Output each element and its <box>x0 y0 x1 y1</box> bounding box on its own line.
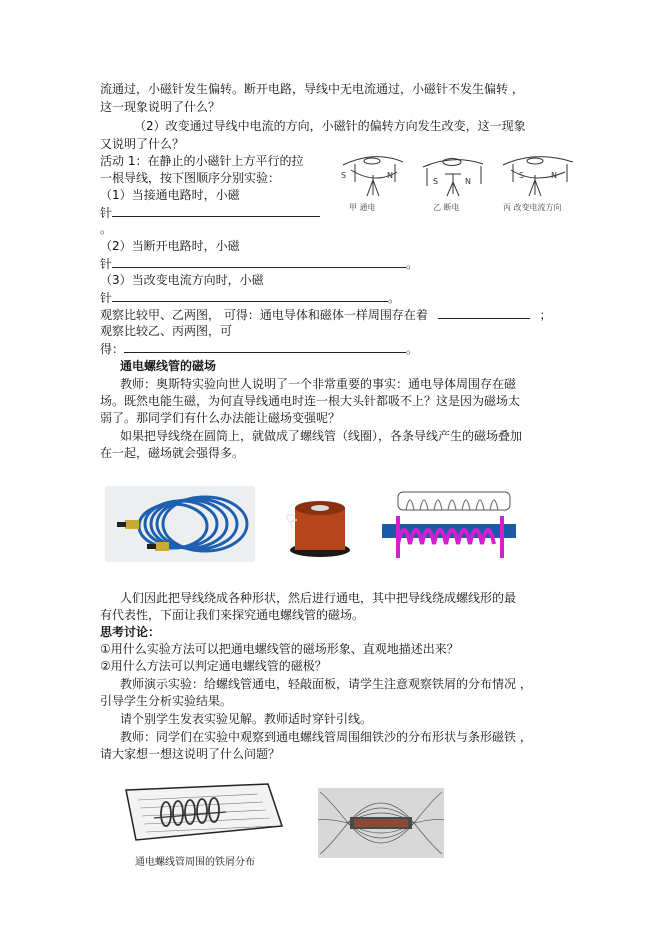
fill-line <box>100 204 320 221</box>
fill-line <box>100 306 552 323</box>
pole-s-label: S <box>433 177 439 186</box>
coil-photo <box>105 486 255 562</box>
panel-label-c: 丙 改变电流方向 <box>503 203 562 212</box>
pole-n-label: N <box>465 177 471 186</box>
text-line: 人们因此把导线绕成各种形状，然后进行通电，其中把导线绕成螺线形的最 <box>120 591 517 605</box>
question-1: ①用什么实验方法可以把通电螺线管的磁场形象、直观地描述出来？ <box>100 642 459 656</box>
panel-label-b: 乙 断电 <box>433 203 460 212</box>
pole-n-label: N <box>551 171 557 180</box>
fill-line <box>100 340 418 357</box>
iron-filings-sketch <box>118 780 288 850</box>
fill-end: 。 <box>406 257 419 271</box>
text-line: （2）当断开电路时，小磁 <box>100 239 240 253</box>
solenoid-diagram <box>380 486 520 562</box>
pole-s-label: S <box>341 171 347 180</box>
discussion-heading: 思考讨论： <box>100 625 161 639</box>
section-heading: 通电螺线管的磁场 <box>120 359 217 373</box>
text-line: 如果把导线绕在圆筒上，就做成了螺线管（线圈），各条导线产生的磁场叠加 <box>120 429 523 443</box>
fill-line <box>100 289 400 306</box>
pole-s-label: S <box>519 171 525 180</box>
spool-photo <box>275 486 365 562</box>
text-line: 在一起，磁场就会强得多。 <box>100 446 245 460</box>
fill-end: 。 <box>100 222 113 236</box>
text-line: 弱了。那同学们有什么办法能让磁场变强呢？ <box>100 411 341 425</box>
fill-prefix: 针 <box>100 257 113 271</box>
answer-blank-1[interactable] <box>112 204 320 217</box>
fill-end: 。 <box>406 342 419 356</box>
text-line: 流通过，小磁针发生偏转。断开电路，导线中无电流通过，小磁针不发生偏转 ， <box>100 82 524 96</box>
compare-text: 观察比较甲、乙两图， 可得：通电导体和磁体一样周围存在着 <box>100 308 428 322</box>
answer-blank-2[interactable] <box>112 255 406 268</box>
text-line: 观察比较乙、丙两图，可 <box>100 324 233 338</box>
fill-prefix: 得： <box>100 342 125 356</box>
answer-blank-4[interactable] <box>438 306 530 319</box>
fill-prefix: 针 <box>100 206 113 220</box>
magnet-filings-photo <box>318 788 444 858</box>
text-line: （3）当改变电流方向时，小磁 <box>100 273 264 287</box>
question-2: ②用什么方法可以判定通电螺线管的磁极？ <box>100 659 327 673</box>
figure-caption: 通电螺线管周围的铁屑分布 <box>135 857 255 868</box>
fill-line <box>100 255 418 272</box>
answer-blank-5[interactable] <box>124 340 406 353</box>
text-line: 这一现象说明了什么？ <box>100 100 221 114</box>
panel-label-a: 甲 通电 <box>349 203 376 212</box>
pole-n-label: N <box>387 171 393 180</box>
fill-prefix: 针 <box>100 291 113 305</box>
text-line: 请个别学生发表实验见解。教师适时穿针引线。 <box>120 712 373 726</box>
text-line: 有代表性，下面让我们来探究通电螺线管的磁场。 <box>100 608 365 622</box>
text-line: 场。既然电能生磁，为何直导线通电时连一根大头针都吸不上？这是因为磁场太 <box>100 394 521 408</box>
text-line: （1）当接通电路时，小磁 <box>100 188 240 202</box>
text-line: 教师：奥斯特实验向世人说明了一个非常重要的事实：通电导体周围存在磁 <box>120 377 517 391</box>
answer-blank-3[interactable] <box>112 289 388 302</box>
fill-end: ； <box>539 308 552 322</box>
text-line: 教师演示实验：给螺线管通电，轻敲面板，请学生注意观察铁屑的分布情况 ， <box>120 677 532 691</box>
text-line: （2）改变通过导线中电流的方向，小磁针的偏转方向发生改变，这一现象 <box>134 119 526 133</box>
activity-title: 活动 1：在静止的小磁针上方平行的拉 <box>100 154 304 168</box>
oersted-experiment-figure <box>335 140 580 215</box>
text-line: 一根导线，按下图顺序分别实验： <box>100 171 281 185</box>
fill-end: 。 <box>388 291 401 305</box>
text-line: 又说明了什么？ <box>100 137 185 151</box>
text-line: 教师：同学们在实验中观察到通电螺线管周围细铁沙的分布形状与条形磁铁 ， <box>120 730 532 744</box>
text-line: 请大家想一想这说明了什么问题？ <box>100 747 281 761</box>
text-line: 引导学生分析实验结果。 <box>100 694 233 708</box>
